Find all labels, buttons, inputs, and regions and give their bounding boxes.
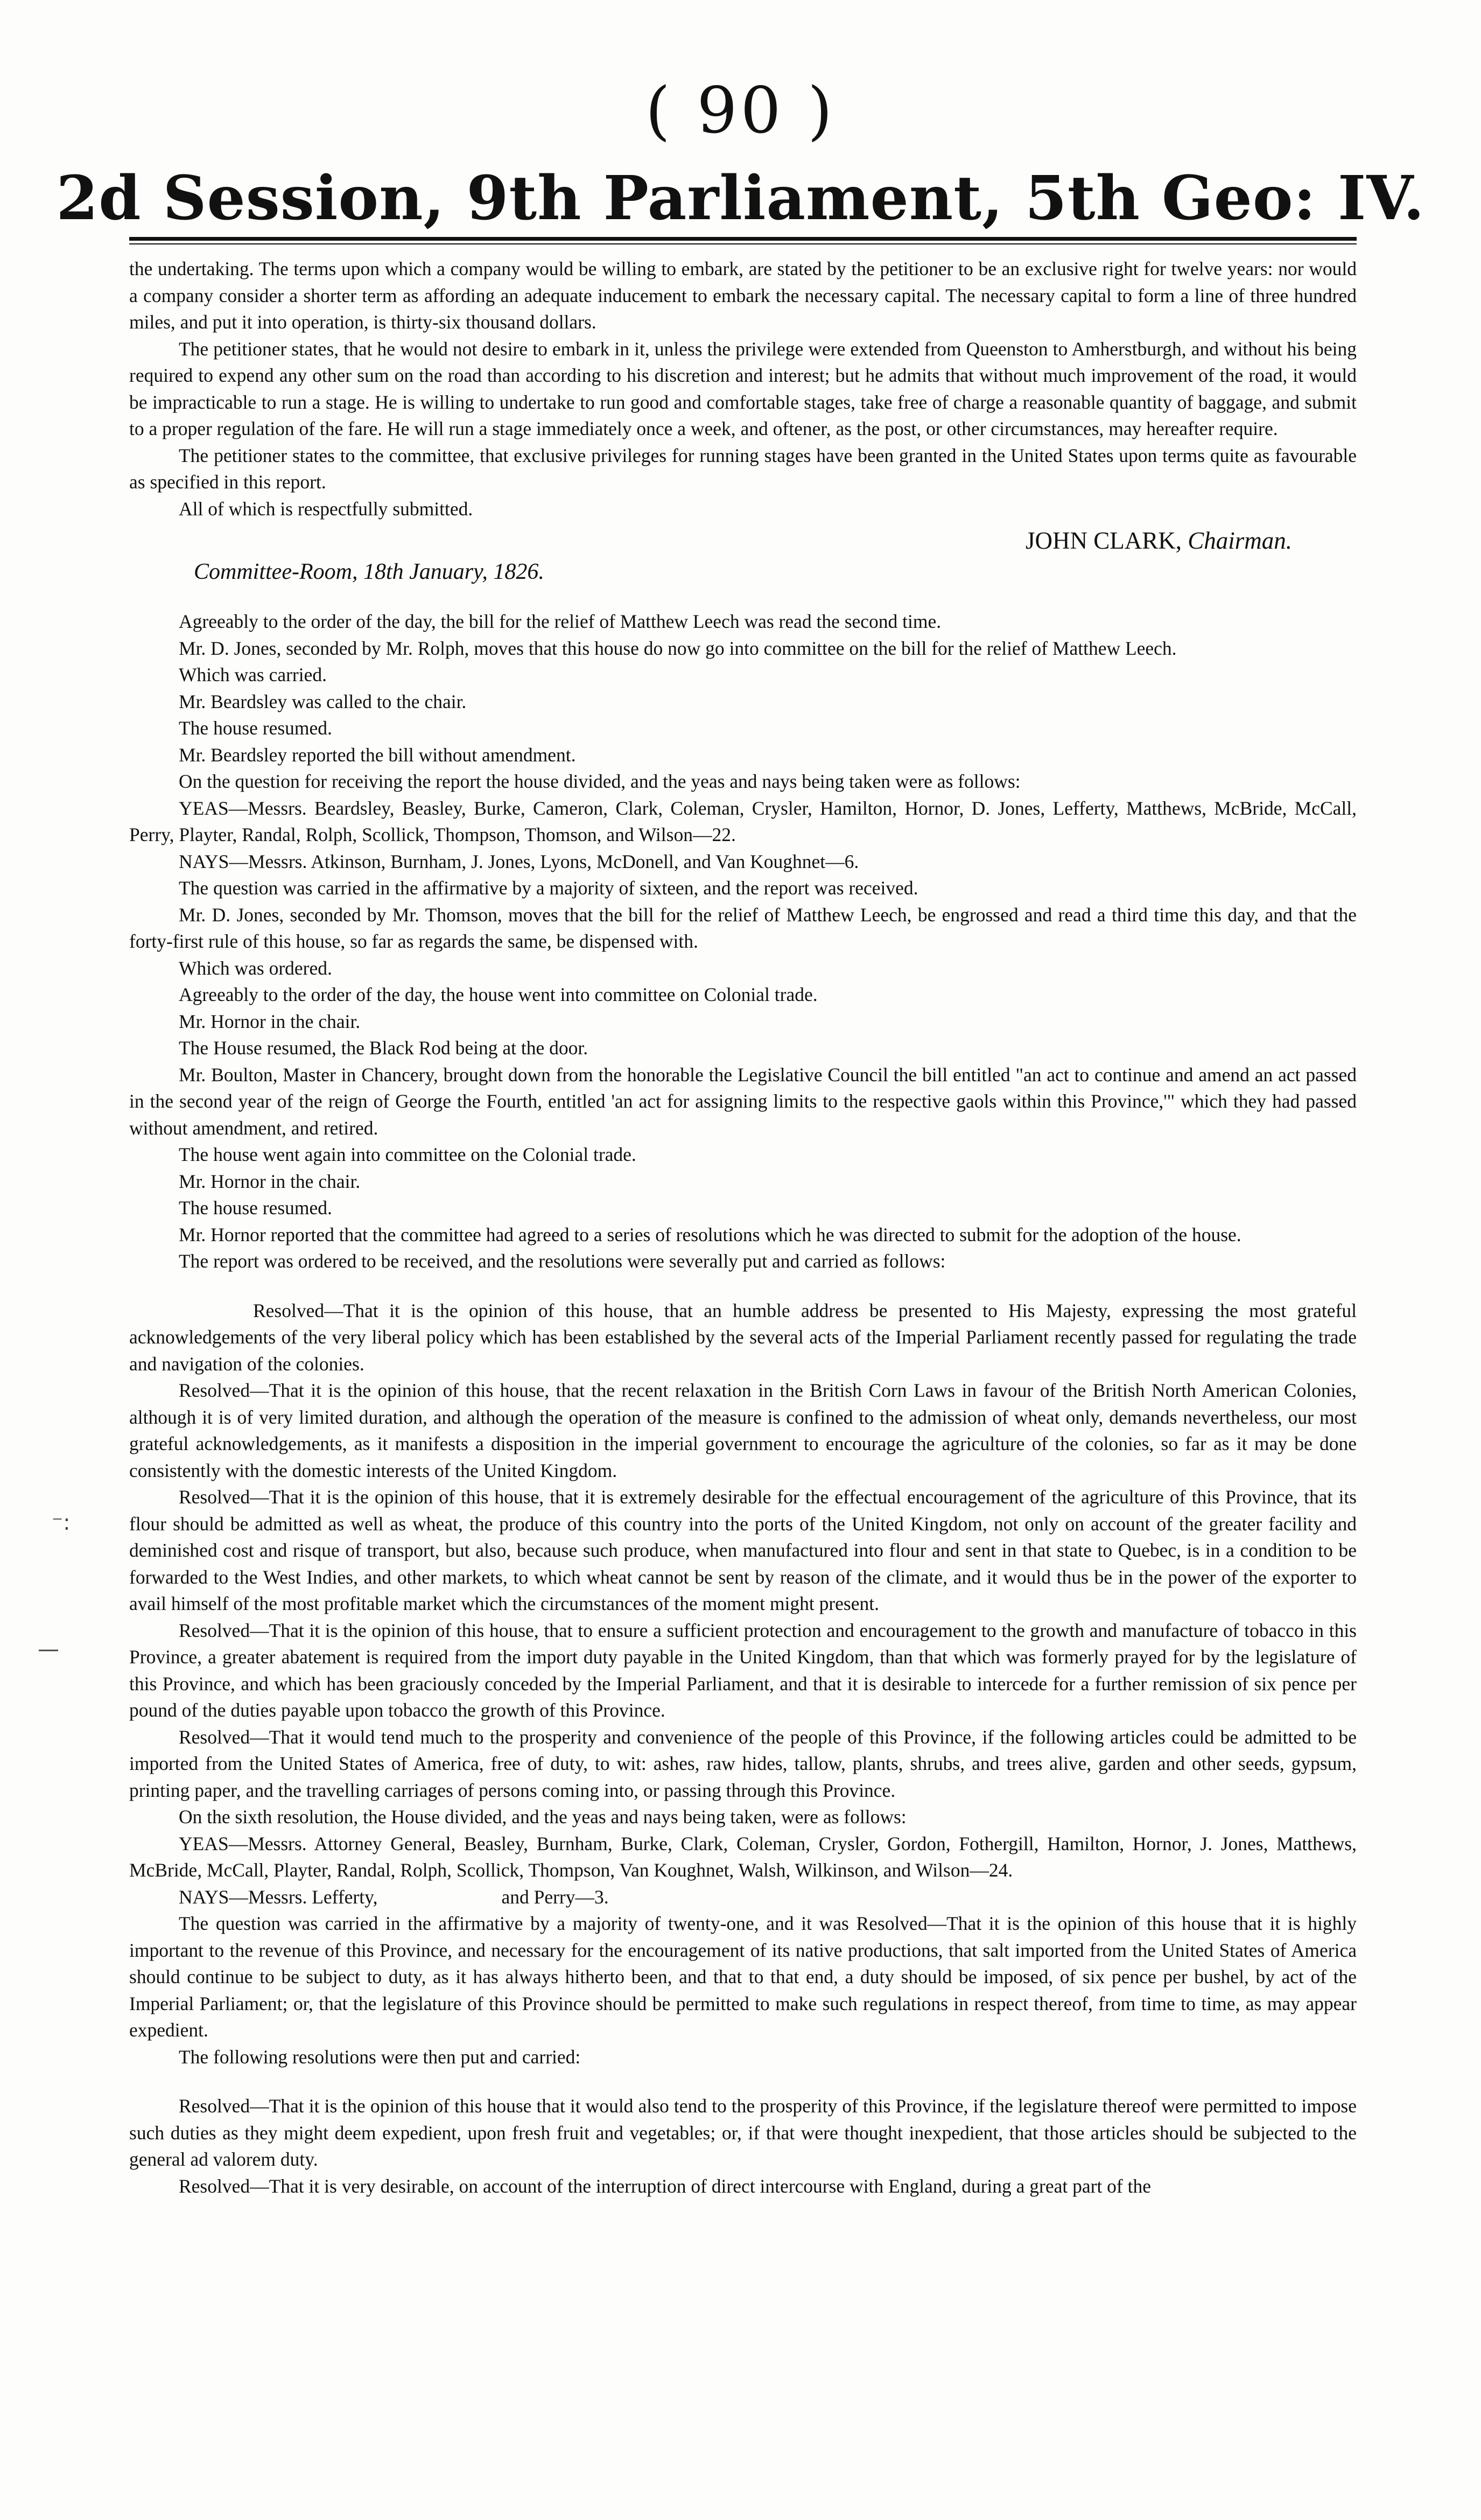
yeas-list: YEAS—Messrs. Attorney General, Beasley, Burnham, Burke, Clark, Coleman, Crysler, Gordon, Fothergill, Hamilton, Hornor, J. Jones, Matthews, McBride, McCall, Playter, Randal, Rolph, Scollick, Thompson, Van Koughnet, Walsh, Wilkinson, and Wilson—24. <box>129 1832 1357 1881</box>
journal-line: Which was ordered. <box>179 957 332 979</box>
document-body <box>129 256 1357 2200</box>
committee-room-date: Committee-Room, 18th January, 1826. <box>194 559 544 584</box>
journal-line: Agreeably to the order of the day, the bill for the relief of Matthew Leech was read the second time. <box>179 611 942 632</box>
resolution: Resolved—That it is the opinion of this house, that it is extremely desirable for the effectual encouragement of the agriculture of this Province, that its flour should be admitted as well as wheat, the produce of this country into the ports of the United Kingdom, not only on account of the greater facility and deminished cost and risque of transport, but also, because such produce, when manufactured into flour and sent in that state to Quebec, is in a condition to be forwarded to the West Indies, and other markets, to which wheat cannot be sent by reason of the climate, and it would thus be in the power of the exporter to avail himself of the most profitable market which the circumstances of the moment might present. <box>129 1486 1357 1614</box>
page-number: ( 90 ) <box>645 73 836 148</box>
journal-line: Mr. Hornor reported that the committee had agreed to a series of resolutions which he was directed to submit for the adoption of the house. <box>179 1223 1241 1245</box>
journal-line: Mr. D. Jones, seconded by Mr. Thomson, moves that the bill for the relief of Matthew Leech, be engrossed and read a third time this day, and that the forty-first rule of this house, so far as regards the same, be dispensed with. <box>129 904 1357 952</box>
signature <box>129 524 1357 557</box>
signature-name: JOHN CLARK, <box>1025 527 1182 554</box>
paragraph: the undertaking. The terms upon which a company would be willing to embark, are stated by the petitioner to be an exclusive right for twelve years: nor would a company consider a shorter term as affording an adequate inducement to embark the necessary capital. The necessary capital to form a line of three hundred miles, and put it into operation, is thirty-six thousand dollars. <box>129 258 1357 333</box>
margin-mark: — <box>38 1637 59 1662</box>
journal-line: Agreeably to the order of the day, the house went into committee on Colonial trade. <box>179 984 818 1005</box>
resolution: Resolved—That it is the opinion of this house, that to ensure a sufficient protection and encouragement to the growth and manufacture of tobacco in this Province, a greater abatement is required from the import duty payable in the United Kingdom, than that which was formerly prayed for by the legislature of this Province, and which has been graciously conceded by the Imperial Parliament, and that it is desirable to intercede for a further remission of six pence per pound of the duties payable upon tobacco the growth of this Province. <box>129 1619 1357 1721</box>
resolution: Resolved—That it is the opinion of this house, that the recent relaxation in the British Corn Laws in favour of the British North American Colonies, although it is of very limited duration, and although the operation of the measure is confined to the admission of wheat only, demands nevertheless, our most grateful acknowledgements, as it manifests a disposition in the imperial government to encourage the agriculture of the colonies, so far as it may be done consistently with the domestic interests of the United Kingdom. <box>129 1380 1357 1481</box>
nays-list-start: NAYS—Messrs. Lefferty, <box>179 1886 378 1908</box>
journal-line: Mr. Beardsley was called to the chair. <box>179 690 467 712</box>
journal-line: The following resolutions were then put and carried: <box>179 2046 581 2068</box>
resolution: Resolved—That it is very desirable, on account of the interruption of direct intercourse with England, during a great part of the <box>179 2175 1151 2197</box>
yeas-list: YEAS—Messrs. Beardsley, Beasley, Burke, Cameron, Clark, Coleman, Crysler, Hamilton, Hornor, D. Jones, Lefferty, Matthews, McBride, McCall, Perry, Playter, Randal, Rolph, Scollick, Thompson, Thomson, and Wilson—22. <box>129 797 1357 845</box>
journal-line: The house resumed. <box>179 717 332 739</box>
margin-mark: ⁻: <box>52 1510 71 1535</box>
journal-line: Which was carried. <box>179 664 327 685</box>
journal-line: The question was carried in the affirmative by a majority of twenty-one, and it was Resolved—That it is the opinion of this house that it is highly important to the revenue of this Province, and necessary for the encouragement of its native productions, that salt imported from the United States of America should continue to be subject to duty, as it has always hitherto been, and that to that end, a duty should be imposed, of six pence per bushel, by act of the Imperial Parliament; or, that the legislature of this Province should be permitted to make such regulations in respect thereof, from time to time, as may appear expedient. <box>129 1913 1357 2041</box>
paragraph: All of which is respectfully submitted. <box>179 498 473 520</box>
journal-line: Mr. D. Jones, seconded by Mr. Rolph, moves that this house do now go into committee on the bill for the relief of Matthew Leech. <box>179 637 1177 659</box>
journal-line: On the sixth resolution, the House divided, and the yeas and nays being taken, were as follows: <box>179 1806 907 1828</box>
resolution: Resolved—That it would tend much to the prosperity and convenience of the people of this Province, if the following articles could be admitted to be imported from the United States of America, free of duty, to wit: ashes, raw hides, tallow, plants, shrubs, and trees alive, garden and other seeds, gypsum, printing paper, and the travelling carriages of persons coming into, or passing through this Province. <box>129 1726 1357 1801</box>
signature-title: Chairman. <box>1188 527 1292 554</box>
journal-line: Mr. Beardsley reported the bill without amendment. <box>179 744 576 766</box>
nays-list-end: and Perry—3. <box>501 1886 609 1908</box>
journal-line: The question was carried in the affirmative by a majority of sixteen, and the report was received. <box>179 877 918 899</box>
journal-line: The report was ordered to be received, and the resolutions were severally put and carried as follows: <box>179 1250 946 1272</box>
nays-list <box>129 1884 1357 1911</box>
journal-line: On the question for receiving the report the house divided, and the yeas and nays being taken were as follows: <box>179 771 1021 792</box>
page-heading: 2d Session, 9th Parliament, 5th Geo: IV. <box>56 163 1425 234</box>
heading-rule-thick <box>129 237 1357 241</box>
journal-line: The House resumed, the Black Rod being at the door. <box>179 1037 588 1059</box>
journal-line: Mr. Hornor in the chair. <box>179 1170 361 1192</box>
journal-line: The house resumed. <box>179 1197 332 1219</box>
journal-line: Mr. Boulton, Master in Chancery, brought down from the honorable the Legislative Council the bill entitled "an act to continue and amend an act passed in the second year of the reign of George the Fourth, entitled 'an act for assigning limits to the respective gaols within this Province,'" which they had passed without amendment, and retired. <box>129 1063 1357 1139</box>
resolution: Resolved—That it is the opinion of this house that it would also tend to the prosperity of this Province, if the legislature thereof were permitted to impose such duties as they might deem expedient, upon fresh fruit and vegetables; or, if that were thought inexpedient, that those articles should be subjected to the general ad valorem duty. <box>129 2095 1357 2170</box>
resolution: Resolved—That it is the opinion of this house, that an humble address be presented to His Majesty, expressing the most grateful acknowledgements of the very liberal policy which has been established by the several acts of the Imperial Parliament recently passed for regulating the trade and navigation of the colonies. <box>129 1299 1357 1375</box>
paragraph: The petitioner states to the committee, that exclusive privileges for running stages have been granted in the United States upon terms quite as favourable as specified in this report. <box>129 444 1357 493</box>
heading-rule-thin <box>129 243 1357 244</box>
paragraph: The petitioner states, that he would not desire to embark in it, unless the privilege were extended from Queenston to Amherstburgh, and without his being required to expend any other sum on the road than according to his discretion and interest; but he admits that without much improvement of the road, it would be impracticable to run a stage. He is willing to undertake to run good and comfortable stages, take free of charge a reasonable quantity of baggage, and submit to a proper regulation of the fare. He will run a stage immediately once a week, and oftener, as the post, or other circumstances, may hereafter require. <box>129 338 1357 439</box>
journal-line: Mr. Hornor in the chair. <box>179 1010 361 1032</box>
journal-line: The house went again into committee on the Colonial trade. <box>179 1144 636 1165</box>
nays-list: NAYS—Messrs. Atkinson, Burnham, J. Jones, Lyons, McDonell, and Van Koughnet—6. <box>179 850 859 872</box>
